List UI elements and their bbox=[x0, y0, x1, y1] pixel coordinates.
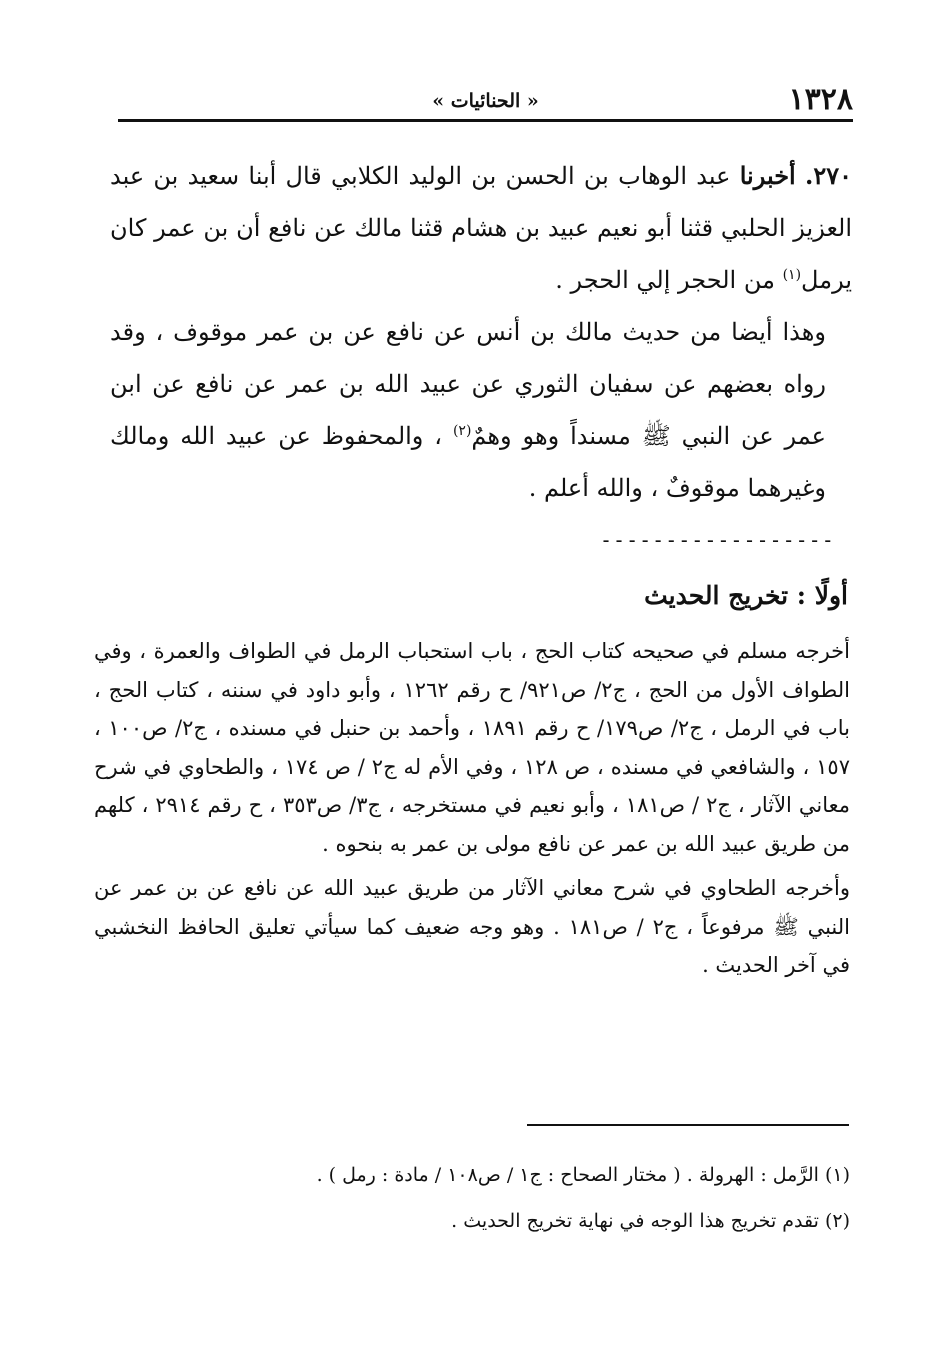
footnote-marker-2: (٢) bbox=[452, 423, 472, 439]
footnote-marker-1: (١) bbox=[782, 267, 802, 283]
takhrij-section bbox=[94, 632, 850, 991]
takhrij-paragraph-1: أخرجه مسلم في صحيحه كتاب الحج ، باب استحباب الرمل في الطواف والعمرة ، وفي الطواف الأول من الحج ، ج٢/ ص٩٢١/ ح رقم ١٢٦٢ ، وأبو داود في سننه ، كتاب الحج ، باب في الرمل ، ج٢/ ص١٧٩/ ح رقم ١٨٩١ ، وأحمد بن حنبل في مسنده ، ج٢/ ص١٠٠ ، ١٥٧ ، والشافعي في مسنده ، ص ١٢٨ ، وفي الأم له ج٢ / ص ١٧٤ ، والطحاوي في شرح معاني الآثار ، ج٢ / ص١٨١ ، وأبو نعيم في مستخرجه ، ج٣/ ص٣٥٣ ، ح رقم ٢٩١٤ ، كلهم من طريق عبيد الله بن عمر عن نافع مولى بن عمر به بنحوه . bbox=[94, 639, 851, 856]
footnote-rule bbox=[527, 1124, 849, 1126]
page-number: ١٣٢٨ bbox=[788, 82, 853, 117]
takhrij-paragraph-2: وأخرجه الطحاوي في شرح معاني الآثار من طريق عبيد الله عن نافع عن بن عمر عن النبي ﷺ مرفوعاً ، ج٢ / ص١٨١ . وهو وجه ضعيف كما سيأتي تعليق الحافظ النخشبي في آخر الحديث . bbox=[94, 876, 851, 977]
footnote-1: (١) الرَّمل : الهرولة . ( مختار الصحاح : ج١ / ص١٠٨ / مادة : رمل ) . bbox=[316, 1164, 850, 1186]
section-heading: أولًا : تخريج الحديث bbox=[644, 581, 848, 610]
hadith-opening-word: أخبرنا bbox=[739, 161, 796, 190]
hadith-matn-end: من الحجر إلي الحجر . bbox=[555, 266, 783, 294]
hadith-number: ٢٧٠. bbox=[804, 161, 852, 190]
page-header bbox=[118, 80, 853, 122]
hadith-commentary-end: ، والمحفوظ عن عبيد الله ومالك وغيرهما موقوفٌ ، والله أعلم . bbox=[110, 422, 826, 502]
header-rule bbox=[118, 119, 853, 122]
hadith-commentary: وهذا أيضا من حديث مالك بن أنس عن نافع عن بن عمر موقوف ، وقد رواه بعضهم عن سفيان الثوري عن عبيد الله بن عمر عن نافع عن ابن عمر عن النبي ﷺ مسنداً وهو وهمٌ bbox=[110, 318, 826, 450]
hadith-paragraph-2 bbox=[110, 306, 852, 514]
footnotes bbox=[150, 1152, 850, 1244]
hadith-paragraph-1 bbox=[110, 150, 852, 306]
hadith-isnad: عبد الوهاب بن الحسن بن الوليد الكلابي قال أبنا سعيد بن عبد العزيز الحلبي قثنا أبو نعيم عبيد بن هشام قثنا مالك عن نافع أن بن عمر كان يرمل bbox=[110, 162, 852, 294]
hadith-text bbox=[110, 150, 852, 514]
running-title: « الحنائيات » bbox=[432, 90, 539, 112]
footnote-2: (٢) تقدم تخريج هذا الوجه في نهاية تخريج الحديث . bbox=[451, 1210, 850, 1232]
dashed-separator: ------------------ bbox=[600, 528, 835, 552]
